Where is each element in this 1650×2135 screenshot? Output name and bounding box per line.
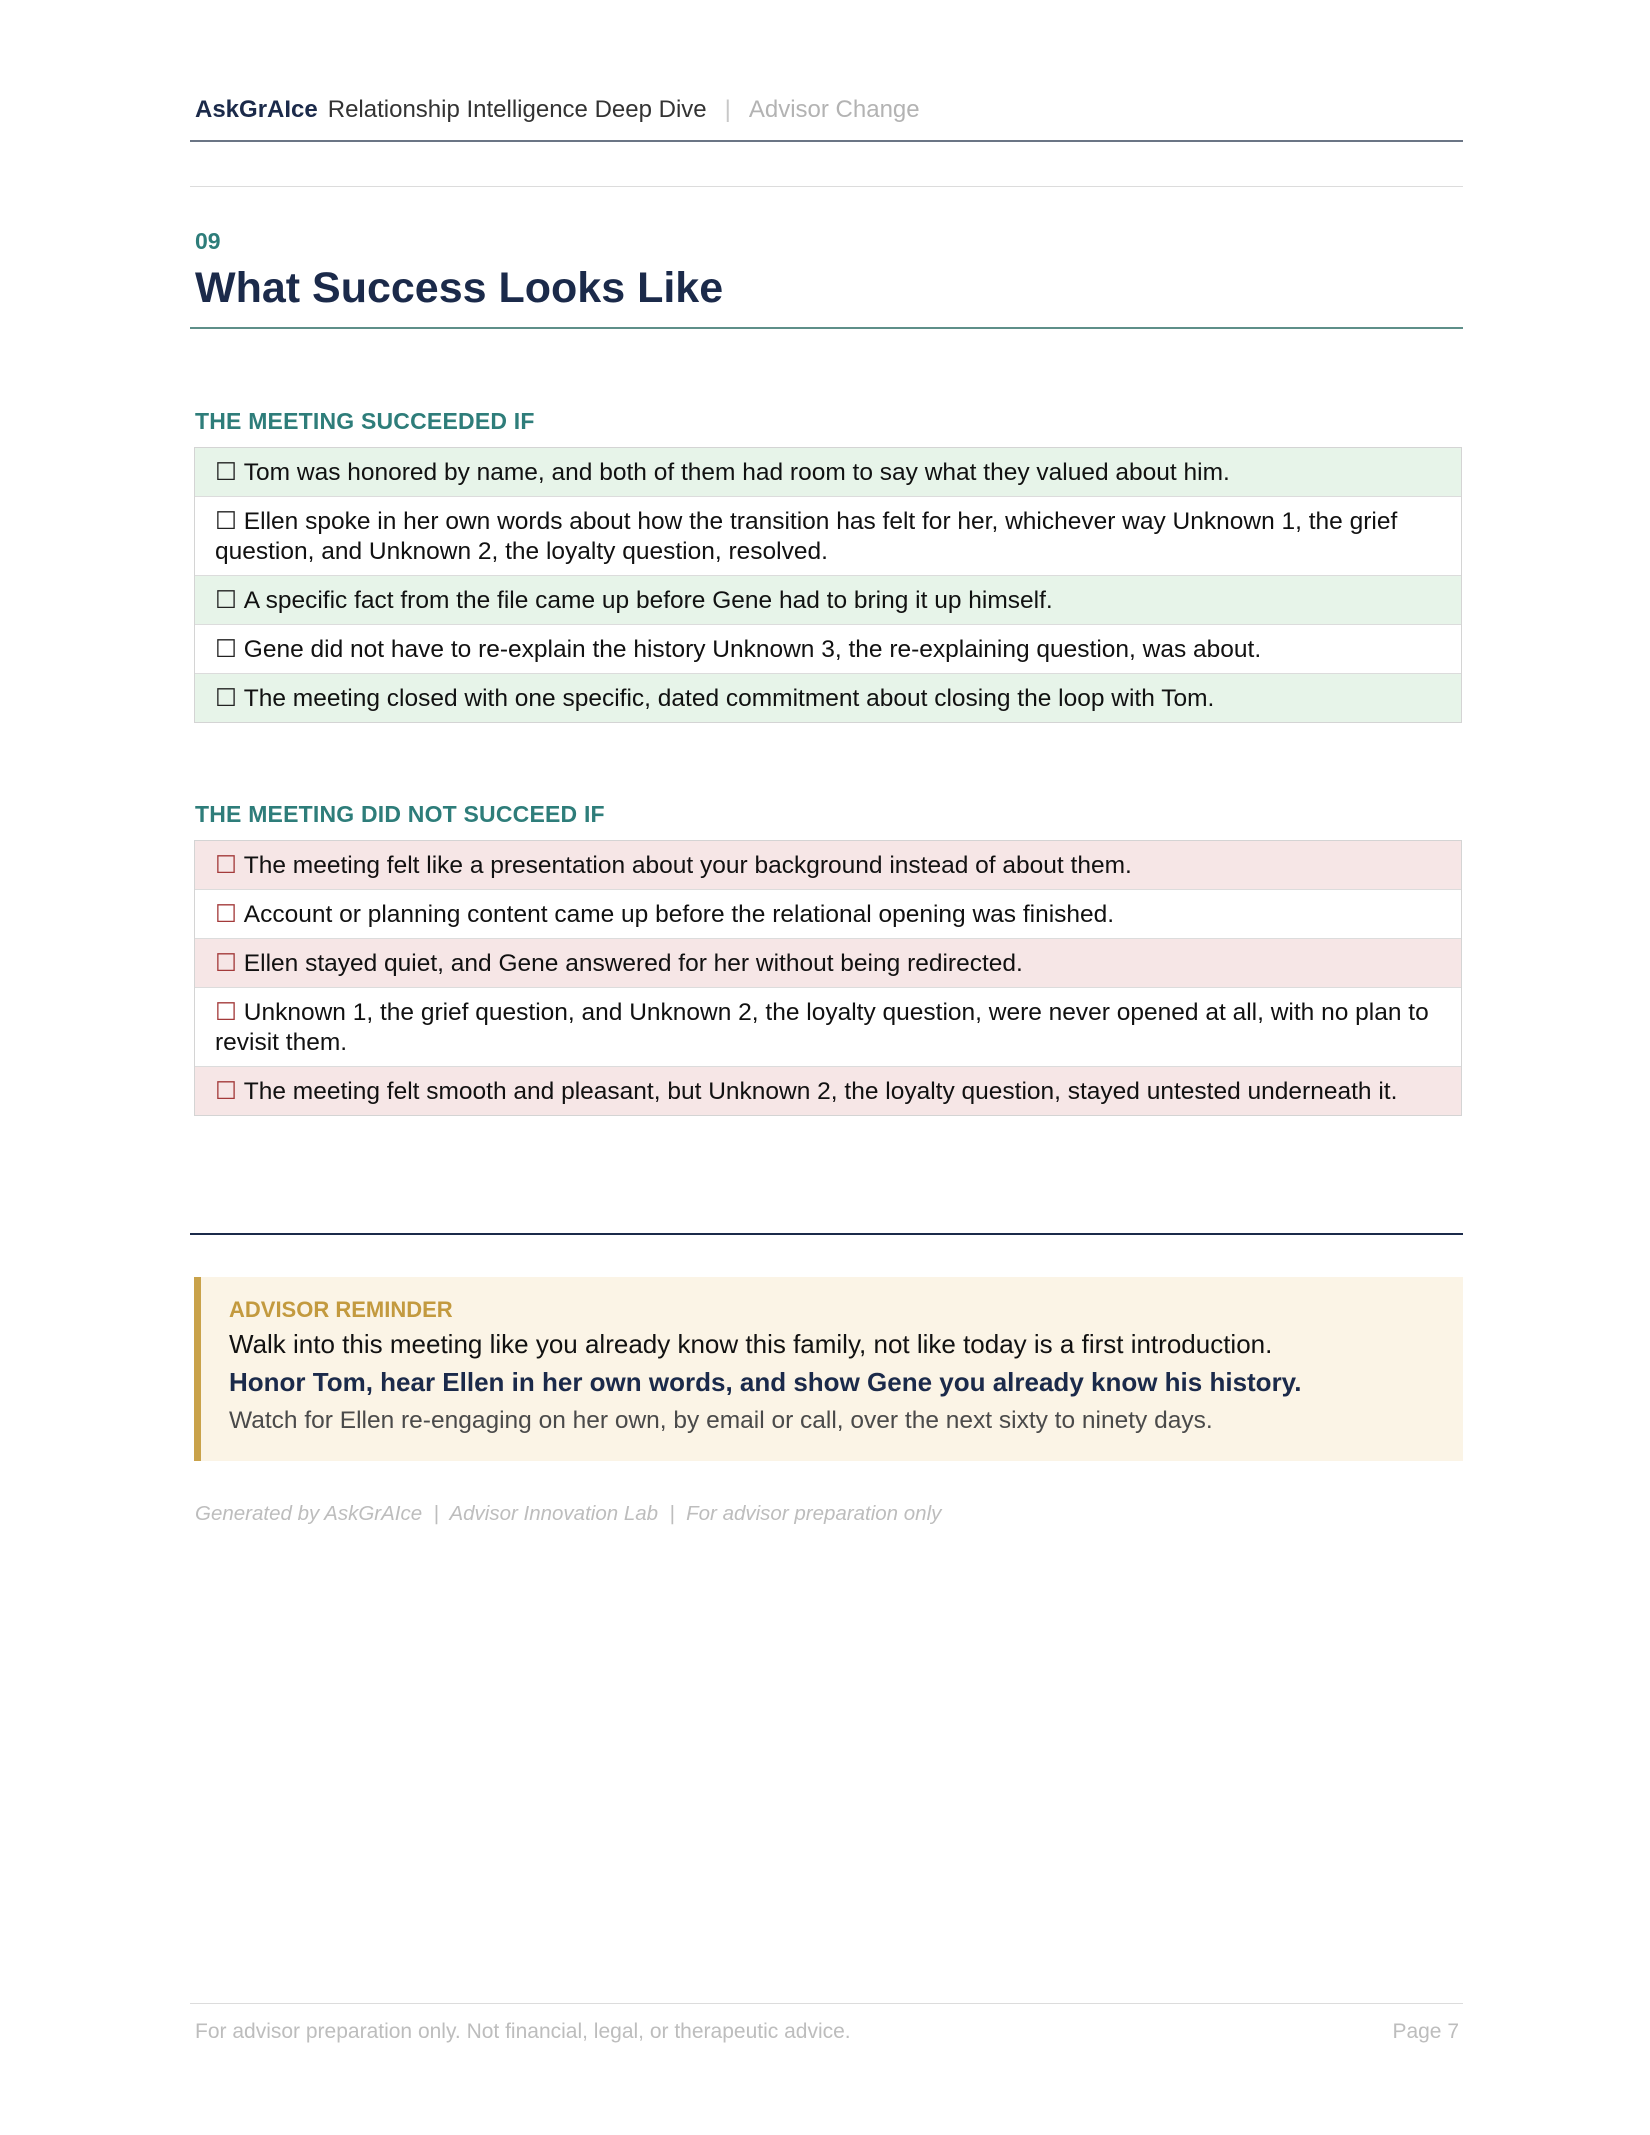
checkbox-icon[interactable]: ☐ — [215, 587, 237, 614]
section-divider — [190, 327, 1463, 329]
failure-checklist — [194, 840, 1462, 1116]
reminder-title: ADVISOR REMINDER — [229, 1297, 453, 1322]
checkbox-icon[interactable]: ☐ — [215, 999, 237, 1026]
failure-item — [195, 1066, 1461, 1115]
reminder-line-3: Watch for Ellen re-engaging on her own, by email or call, over the next sixty to ninety days. — [229, 1407, 1213, 1434]
checkbox-icon[interactable]: ☐ — [215, 901, 237, 928]
checkbox-icon[interactable]: ☐ — [215, 852, 237, 879]
failure-item-text: Unknown 1, the grief question, and Unknown 2, the loyalty question, were never opened at all, with no plan to revisit them. — [215, 999, 1429, 1056]
checkbox-icon[interactable]: ☐ — [215, 459, 237, 486]
footer-disclaimer: For advisor preparation only. Not financial, legal, or therapeutic advice. — [195, 2020, 851, 2043]
checkbox-icon[interactable]: ☐ — [215, 508, 237, 535]
success-list-title: THE MEETING SUCCEEDED IF — [195, 408, 535, 434]
reminder-line-2: Honor Tom, hear Ellen in her own words, and show Gene you already know his history. — [229, 1367, 1302, 1397]
failure-item-text: The meeting felt like a presentation about your background instead of about them. — [243, 852, 1132, 879]
checkbox-icon[interactable]: ☐ — [215, 1078, 237, 1105]
success-item-text: A specific fact from the file came up before Gene had to bring it up himself. — [243, 587, 1053, 614]
advisor-reminder-callout — [194, 1277, 1463, 1461]
page-header — [190, 90, 1463, 142]
success-checklist — [194, 447, 1462, 723]
failure-item — [195, 889, 1461, 938]
success-item-text: Ellen spoke in her own words about how the transition has felt for her, whichever way Unknown 1, the grief question, and Unknown 2, the loyalty question, resolved. — [215, 508, 1398, 565]
document-title: Relationship Intelligence Deep Dive — [327, 96, 707, 123]
success-item — [195, 624, 1461, 673]
success-item — [195, 448, 1461, 496]
header-divider — [190, 186, 1463, 187]
checkbox-icon[interactable]: ☐ — [215, 950, 237, 977]
document-subtitle: Advisor Change — [748, 96, 920, 123]
checkbox-icon[interactable]: ☐ — [215, 636, 237, 663]
section-title: What Success Looks Like — [195, 264, 724, 312]
failure-list-title: THE MEETING DID NOT SUCCEED IF — [195, 801, 605, 827]
page-number: Page 7 — [1392, 2020, 1459, 2043]
success-item-text: The meeting closed with one specific, dated commitment about closing the loop with Tom. — [243, 685, 1215, 712]
failure-item-text: Ellen stayed quiet, and Gene answered for her without being redirected. — [243, 950, 1023, 977]
checkbox-icon[interactable]: ☐ — [215, 685, 237, 712]
content-divider — [190, 1233, 1463, 1235]
success-item — [195, 575, 1461, 624]
brand-name: AskGrAIce — [195, 96, 318, 123]
success-item-text: Gene did not have to re-explain the history Unknown 3, the re-explaining question, was about. — [243, 636, 1262, 663]
generated-note: Generated by AskGrAIce | Advisor Innovation Lab | For advisor preparation only — [195, 1502, 942, 1525]
section-number: 09 — [195, 228, 221, 254]
reminder-line-1: Walk into this meeting like you already know this family, not like today is a first introduction. — [229, 1329, 1273, 1359]
failure-item — [195, 841, 1461, 889]
failure-item-text: The meeting felt smooth and pleasant, but Unknown 2, the loyalty question, stayed untested underneath it. — [243, 1078, 1398, 1105]
failure-item-text: Account or planning content came up before the relational opening was finished. — [243, 901, 1115, 928]
success-item — [195, 496, 1461, 575]
footer-divider — [190, 2003, 1463, 2004]
failure-item — [195, 938, 1461, 987]
success-item — [195, 673, 1461, 722]
failure-item — [195, 987, 1461, 1066]
header-separator: | — [724, 96, 731, 123]
success-item-text: Tom was honored by name, and both of them had room to say what they valued about him. — [243, 459, 1230, 486]
